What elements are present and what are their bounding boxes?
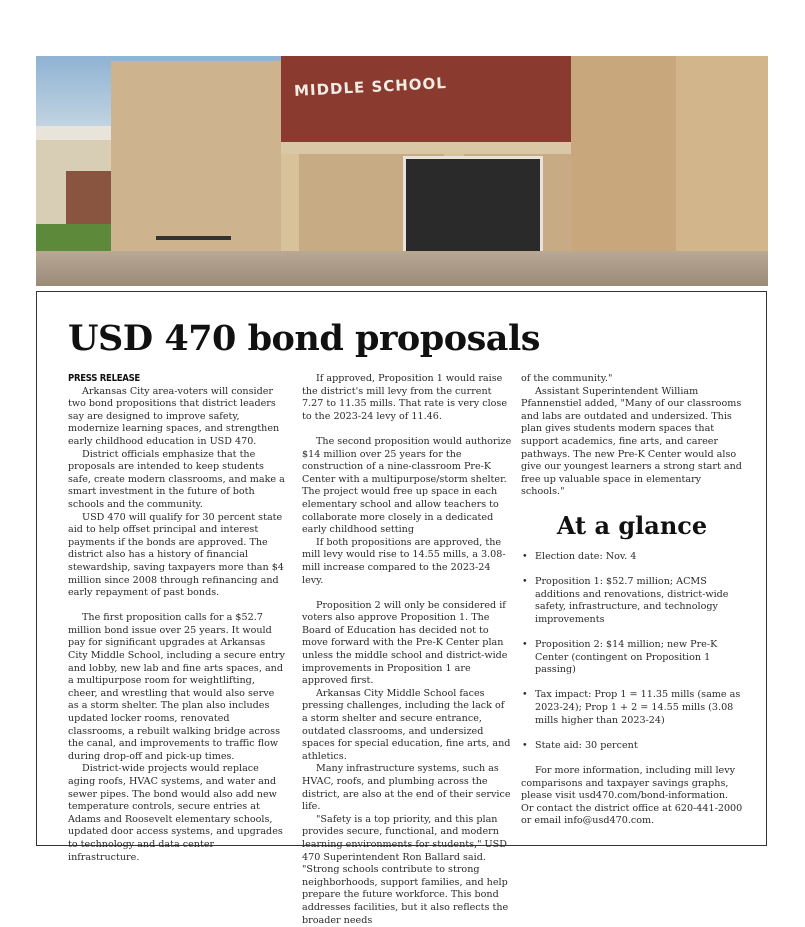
glance-item-text: State aid: 30 percent — [535, 739, 638, 751]
paragraph: of the community." — [521, 373, 613, 384]
paragraph: Arkansas City area-voters will consider two bond propositions that district leaders say are designed to improve safety, modernize learning spaces, and strengthen early childhood education in USD 470. — [68, 385, 280, 447]
paragraph: The second proposition would authorize $14 million over 25 years for the construction of a nine-classroom Pre-K Center with a multipurpose/storm shelter. The project would free up space in each elementary school and allow teachers to collaborate more closely in a dedicated early childhood setting — [302, 435, 512, 536]
school-photo — [36, 56, 768, 286]
paragraph: Proposition 2 will only be considered if voters also approve Proposition 1. The Board of Education has decided not to move forward with the Pre-K Center plan unless the middle school and district-wide improvements in Proposition 1 are approved first. — [302, 599, 508, 687]
bullet-icon: • — [522, 739, 528, 751]
glance-list — [521, 551, 743, 753]
glance-item — [521, 639, 743, 677]
glance-item — [521, 689, 743, 727]
column-1 — [68, 373, 286, 864]
paragraph: District-wide projects would replace aging roofs, HVAC systems, and water and sewer pipes. The bond would also add new temperature controls, secure entries at Adams and Roosevelt elementary schools, updated door access systems, and upgrades to technology and data center infrastructure. — [68, 763, 283, 863]
school-sign-text: MIDDLE SCHOOL — [293, 74, 448, 100]
paragraph: If both propositions are approved, the mill levy would rise to 14.55 mills, a 3.08-mill increase compared to the 2023-24 levy. — [302, 536, 506, 586]
glance-item — [521, 576, 743, 626]
at-a-glance-title: At a glance — [556, 510, 708, 540]
glance-item-text: Tax impact: Prop 1 = 11.35 mills (same as 2023-24); Prop 1 + 2 = 14.55 mills (3.08 mills higher than 2023-24) — [535, 689, 741, 726]
headline: USD 470 bond proposals — [68, 318, 540, 359]
paragraph: "Safety is a top priority, and this plan provides secure, functional, and modern learning environments for students," USD 470 Superintendent Ron Ballard said. "Strong schools contribute to strong neighborhoods, support families, and help prepare the future workforce. This bond addresses facilities, but it also reflects the broader needs — [302, 813, 509, 926]
glance-item-text: Election date: Nov. 4 — [535, 550, 637, 562]
glance-item-text: Proposition 1: $52.7 million; ACMS additions and renovations, district-wide safety, infrastructure, and technology improvements — [535, 576, 729, 625]
paragraph: District officials emphasize that the proposals are intended to keep students safe, create modern classrooms, and make a smart investment in the future of both schools and the community. — [68, 448, 285, 510]
more-info-paragraph: For more information, including mill levy comparisons and taxpayer savings graphs, please visit usd470.com/bond-information. Or contact the district office at 620-441-2000 or email info@usd470.com. — [521, 765, 743, 827]
bullet-icon: • — [522, 576, 528, 588]
bullet-icon: • — [522, 639, 528, 651]
kicker: PRESS RELEASE — [68, 373, 140, 384]
bullet-icon: • — [522, 689, 528, 701]
column-2 — [302, 373, 512, 927]
column-3 — [521, 373, 743, 828]
paragraph: USD 470 will qualify for 30 percent state aid to help offset principal and interest payments if the bonds are approved. The district also has a history of financial stewardship, saving taxpayers more than $4 million since 2008 through refinancing and early repayment of past bonds. — [68, 511, 284, 599]
glance-item-text: Proposition 2: $14 million; new Pre-K Center (contingent on Proposition 1 passing) — [535, 639, 718, 676]
paragraph: Assistant Superintendent William Pfannenstiel added, "Many of our classrooms and labs are outdated and undersized. This plan gives students modern spaces that support academics, fine arts, and career pathways. The new Pre-K Center would also give our youngest learners a strong start and free up valuable space in elementary schools." — [521, 385, 742, 498]
paragraph: Arkansas City Middle School faces pressing challenges, including the lack of a storm shelter and secure entrance, outdated classrooms, and undersized spaces for special education, fine arts, and athletics. — [302, 687, 511, 762]
glance-item — [521, 740, 743, 753]
paragraph: The first proposition calls for a $52.7 million bond issue over 25 years. It would pay for significant upgrades at Arkansas City Middle School, including a secure entry and lobby, new lab and fine arts spaces, and a multipurpose room for weightlifting, cheer, and wrestling that would also serve as a storm shelter. The plan also includes updated locker rooms, renovated classrooms, a rebuilt walking bridge across the canal, and improvements to traffic flow during drop-off and pick-up times. — [68, 612, 285, 762]
bullet-icon: • — [522, 550, 528, 562]
paragraph: If approved, Proposition 1 would raise the district's mill levy from the current 7.27 to 11.35 mills. That rate is very close to the 2023-24 levy of 11.46. — [302, 373, 508, 422]
paragraph: Many infrastructure systems, such as HVAC, roofs, and plumbing across the district, are also at the end of their service life. — [302, 763, 511, 813]
glance-item — [521, 551, 743, 564]
